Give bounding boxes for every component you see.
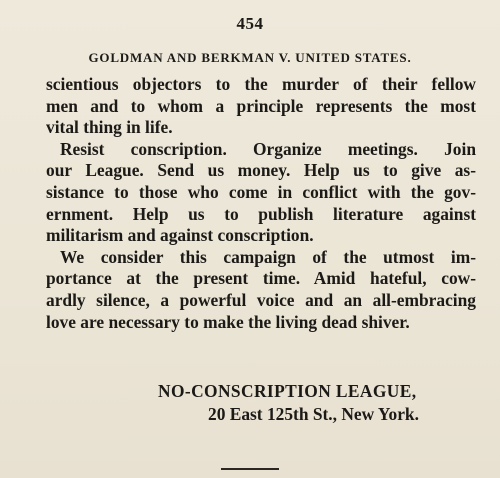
- body-line: Resist conscription. Organize meetings. Join: [60, 138, 476, 159]
- body-line: portance at the present time. Amid hateful, cow-: [46, 268, 476, 289]
- signature-address: 20 East 125th St., New York.: [208, 404, 419, 424]
- body-line: sistance to those who come in conflict with the gov-: [46, 181, 476, 202]
- body-line: ardly silence, a powerful voice and an all-embracing: [46, 289, 476, 310]
- end-rule: [221, 468, 279, 470]
- body-line: vital thing in life.: [46, 117, 173, 138]
- body-line: ernment. Help us to publish literature against: [46, 203, 476, 224]
- body-line: scientious objectors to the murder of their fellow: [46, 74, 476, 94]
- body-text: [46, 74, 476, 333]
- page-number: 454: [236, 14, 264, 33]
- body-line: men and to whom a principle represents the most: [46, 95, 476, 116]
- signature-name: NO-CONSCRIPTION LEAGUE,: [158, 381, 417, 401]
- body-line: militarism and against conscription.: [46, 225, 314, 246]
- running-head: GOLDMAN AND BERKMAN V. UNITED STATES.: [88, 50, 412, 65]
- body-line: We consider this campaign of the utmost im-: [60, 246, 476, 267]
- body-line: our League. Send us money. Help us to give as-: [46, 160, 476, 181]
- body-line: love are necessary to make the living dead shiver.: [46, 311, 410, 332]
